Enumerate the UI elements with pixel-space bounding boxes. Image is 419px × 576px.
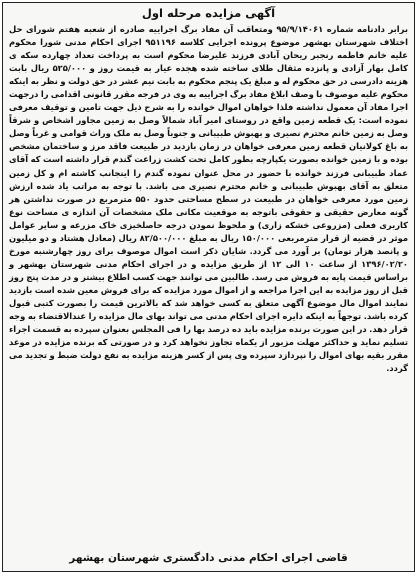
notice-body: برابر دادنامه شماره ۹۵/۹/۱۴۰۶۱ ومتعاقب آن مفاد برگ اجراییه صادره از شعبه هفتم شورای حل اختلاف شهرستان بهشهر موضوع پرونده اجرایی کلاسه ۹۵۱۱۹۶ اجرای احکام مدنی شورا محکوم علیه خانم فاطمه رنجبر ریحان آبادی فرزند علیرضا محکوم است به پرداخت تعداد چهارده سکه ی کامل بهار آزادی و پانزده مثقال طلای ساخته شده هجده عیار به قیمت روز و ۵۲۵/۰۰۰ ریال بابت هزینه دادرسی در حق محکوم له و مبلغ یک پنجم محکوم به بابت نیم عشر در حق دولت و نظر به اینکه محکوم علیه موصوف با وصف ابلاغ مفاد برگ اجراییه به وی در فرجه مقرر قانونی اقدامی را درجهت اجرا مفاد آن معمول نداشته فلذا خواهان اموال خوانده را به شرح ذیل جهت تامین و توقیف معرفی نموده است: یک قطعه زمین واقع در روستای امیر آباد شمالاً وصل به زمین مجاور اشخاص و شرقاً وصل به زمین خانم محترم نصیری و بهبوش طبیبانی و جنوباً وصل به ملک وراث قوامی و غرباً وصل به باغ کولانیان قطعه زمین معرفی خواهان در زمان بازدید در طبیعت فاقد مرز و ساختمان مشخص بوده و با زمین خوانده بصورت یکپارچه بطور کامل تحت کشت زراعت گندم قرار داشته است که آقای عماد طبیبانی فرزند خوانده با حضور در محل عنوان نموده گندم را اینجانب کاشته ام و کل زمین متعلق به آقای بهبوش طبیبانی و خانم محترم نصیری می باشد. با توجه به مراتب یاد شده ارزش زمین مورد معرفی خواهان در طبیعت در سطح مساحتی حدود ۵۵۰ مترمربع در صورت نداشتن هر گونه معارض حقیقی و حقوقی باتوجه به موقعیت مکانی ملک مشخصات آن اندازه ی مساحت نوع کاربری فعلی (مزروعی خشکه زاری) و ملحوظ نمودن درجه حاصلخیزی خاک مزرعه و سایر عوامل موثر در قضیه از قرار مترمربعی ۱۵۰/۰۰۰ ریال به مبلغ ۸۲/۵۰۰/۰۰۰ ریال (معادل هشتاد و دو میلیون و پانصد هزار تومان) بر آورد می گردد. شایان ذکر است اموال موصوف برای روز چهارشنبه مورخ ۱۳۹۶/۰۲/۲۰ از ساعت ۱۰ الی ۱۲ از طریق مزایده و در اجرای احکام مدنی شهرستان بهشهر و براساس قیمت پایه به فروش می رسد. طالبین می توانند جهت کسب اطلاع بیشتر و در مدت پنج روز قبل از روز مزایده به این اجرا مراجعه و از اموال مورد مزایده که برای فروش معین شده است بازدید نمایند اموال مال موضوع آگهی متعلق به کسی خواهد شد که بالاترین قیمت را بصورت کتبی قبول کرده باشد. توجهاً به اینکه دایره اجرای احکام مدنی می تواند بهای مال مزایده را عندالاقتضاء به وجه قرار دهد. در این صورت برنده مزایده باید ده درصد بها را فی المجلس بعنوان سپرده به قسمت اجراء تسلیم نماید و حداکثر مهلت مزبور از یکماه تجاوز نخواهد کرد و در صورتی که برنده مزایده در موعد مقرر بقیه بهای اموال را نپردازد سپرده وی پس از کسر هزینه مزایده به نفع دولت ضبط و تجدید می گردد.: [9, 24, 409, 374]
notice-title: آگهی مزایده مرحله اول: [141, 6, 276, 20]
notice-signature: قاضی اجرای احکام مدنی دادگستری شهرستان بهشهر: [69, 552, 348, 564]
auction-notice: [2, 2, 415, 572]
